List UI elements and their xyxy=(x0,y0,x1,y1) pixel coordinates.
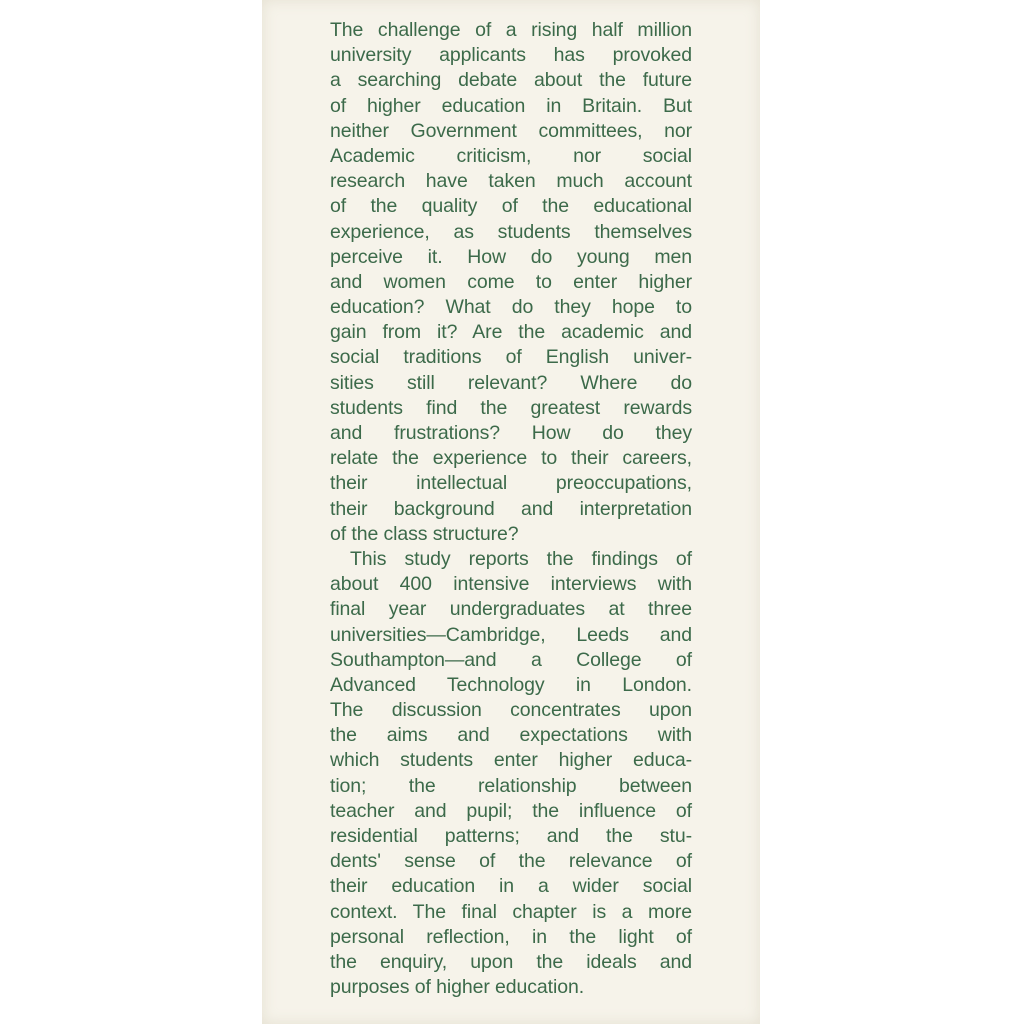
text-line: context. The final chapter is a more xyxy=(330,900,692,923)
text-line: of the quality of the educational xyxy=(330,195,692,218)
text-line: their intellectual preoccupations, xyxy=(330,472,692,495)
text-line: education? What do they hope to xyxy=(330,296,692,319)
text-line: The challenge of a rising half million xyxy=(330,19,692,41)
text-line: This study reports the findings of xyxy=(350,547,692,570)
text-line: gain from it? Are the academic and xyxy=(330,321,692,344)
text-line: tion; the relationship between xyxy=(330,774,692,797)
text-line: university applicants has provoked xyxy=(330,44,692,67)
text-line: of the class structure? xyxy=(330,522,519,545)
text-line: and frustrations? How do they xyxy=(330,422,692,444)
text-line: Southampton—and a College of xyxy=(330,648,692,671)
text-line: and women come to enter higher xyxy=(330,270,692,293)
text-line: which students enter higher educa- xyxy=(330,749,692,772)
text-line: a searching debate about the future xyxy=(330,69,692,92)
text-line: perceive it. How do young men xyxy=(330,245,692,268)
text-line: The discussion concentrates upon xyxy=(330,699,692,722)
text-line: relate the experience to their careers, xyxy=(330,447,692,470)
text-line: their background and interpretation xyxy=(330,497,692,520)
paragraph-2 xyxy=(330,547,692,1000)
text-line: personal reflection, in the light of xyxy=(330,925,692,948)
text-line: the enquiry, upon the ideals and xyxy=(330,950,692,973)
paragraph-1 xyxy=(330,18,692,547)
text-line: Academic criticism, nor social xyxy=(330,144,692,167)
text-line: about 400 intensive interviews with xyxy=(330,573,692,596)
text-line: dents' sense of the relevance of xyxy=(330,850,692,873)
text-line: teacher and pupil; the influence of xyxy=(330,799,692,822)
text-line: residential patterns; and the stu- xyxy=(330,825,692,847)
text-line: the aims and expectations with xyxy=(330,724,692,747)
text-line: purposes of higher education. xyxy=(330,976,585,999)
text-line: of higher education in Britain. But xyxy=(330,94,692,117)
text-line: students find the greatest rewards xyxy=(330,396,692,419)
text-line: their education in a wider social xyxy=(330,875,692,898)
text-line: universities—Cambridge, Leeds and xyxy=(330,623,692,646)
blurb-text xyxy=(330,18,692,1000)
text-line: sities still relevant? Where do xyxy=(330,371,692,394)
text-line: Advanced Technology in London. xyxy=(330,673,692,696)
text-line: final year undergraduates at three xyxy=(330,598,692,621)
text-line: research have taken much account xyxy=(330,170,692,193)
text-line: social traditions of English univer- xyxy=(330,346,692,369)
text-line: neither Government committees, nor xyxy=(330,119,692,142)
text-line: experience, as students themselves xyxy=(330,220,692,243)
